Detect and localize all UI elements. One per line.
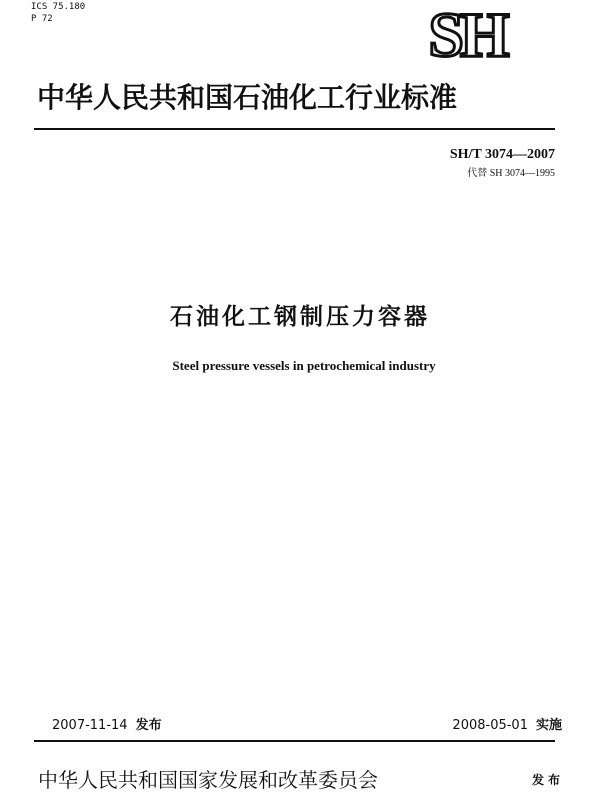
replaces-standard: 代替 SH 3074—1995 — [467, 168, 555, 179]
document-title-en: Steel pressure vessels in petrochemical industry — [172, 358, 436, 373]
ics-code-block — [31, 1, 85, 25]
classification-code: P 72 — [31, 14, 53, 24]
footer-rule — [34, 740, 555, 742]
ics-code: ICS 75.180 — [31, 2, 86, 12]
publisher-name: 中华人民共和国国家发展和改革委员会 — [38, 768, 378, 792]
standard-number: SH/T 3074—2007 — [449, 147, 555, 162]
header-rule — [34, 128, 555, 130]
publish-label: 发布 — [531, 773, 564, 787]
effective-label: 实施 — [535, 718, 562, 733]
issued-label: 发布 — [135, 718, 162, 733]
document-title-zh: 石油化工钢制压力容器 — [170, 304, 430, 330]
effective-date: 2008-05-01 — [452, 718, 528, 733]
sh-logo-text: SH — [428, 4, 506, 62]
sh-logo — [408, 4, 526, 62]
effective-date-block — [452, 717, 562, 735]
issued-date: 2007-11-14 — [52, 718, 128, 733]
org-title: 中华人民共和国石油化工行业标准 — [37, 81, 458, 114]
issued-date-block — [52, 717, 162, 735]
